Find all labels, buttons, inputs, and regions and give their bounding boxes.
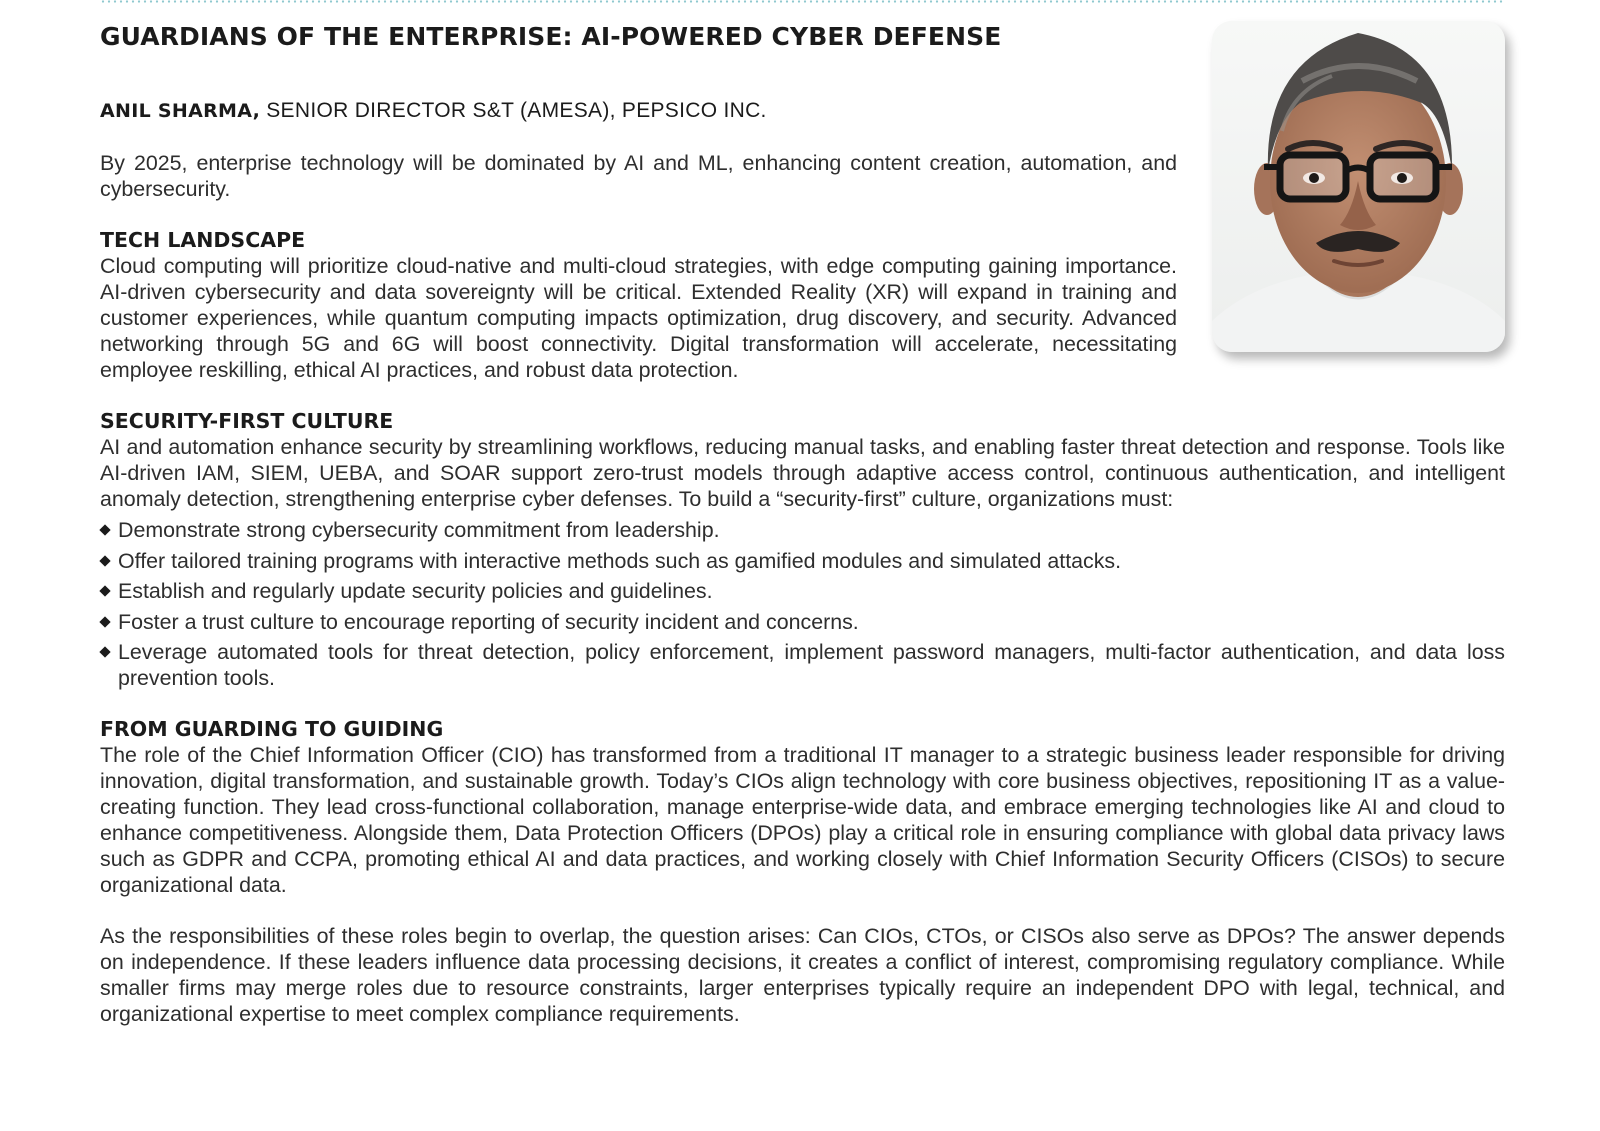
bullet-list xyxy=(100,517,1505,691)
section-heading: TECH LANDSCAPE xyxy=(100,228,306,252)
section-heading: FROM GUARDING TO GUIDING xyxy=(100,717,444,741)
intro-paragraph: By 2025, enterprise technology will be dominated by AI and ML, enhancing content creation, automation, and cybersecurity. xyxy=(100,151,1177,201)
section-body: Cloud computing will prioritize cloud-native and multi-cloud strategies, with edge computing gaining importance. AI-driven cybersecurity and data sovereignty will be critical. Extended Reality (XR) will expand in training and customer experiences, while quantum computing impacts optimization, drug discovery, and security. Advanced networking through 5G and 6G will boost connectivity. Digital transformation will accelerate, necessitating employee reskilling, ethical AI practices, and robust data protection. xyxy=(100,254,1177,382)
section-security-first-culture xyxy=(100,408,1505,691)
diamond-bullet-icon xyxy=(99,646,110,657)
section-guarding-to-guiding xyxy=(100,716,1505,1027)
section-heading: SECURITY-FIRST CULTURE xyxy=(100,409,394,433)
list-item xyxy=(100,517,1505,543)
list-item xyxy=(100,609,1505,635)
list-item-text: Leverage automated tools for threat detection, policy enforcement, implement password managers, multi-factor authentication, and data loss prevention tools. xyxy=(118,640,1505,690)
author-byline xyxy=(100,98,1505,124)
list-item xyxy=(100,548,1505,574)
section-body: The role of the Chief Information Officer (CIO) has transformed from a traditional IT manager to a strategic business leader responsible for driving innovation, digital transformation, and sustainable growth. Today’s CIOs align technology with core business objectives, repositioning IT as a value-creating function. They lead cross-functional collaboration, manage enterprise-wide data, and embrace emerging technologies like AI and cloud to enhance competitiveness. Alongside them, Data Protection Officers (DPOs) play a critical role in ensuring compliance with global data privacy laws such as GDPR and CCPA, promoting ethical AI and data practices, and working closely with Chief Information Security Officers (CISOs) to secure organizational data. xyxy=(100,743,1505,897)
section-tech-landscape xyxy=(100,227,1177,383)
diamond-bullet-icon xyxy=(99,616,110,627)
intro-block xyxy=(100,150,1177,202)
list-item xyxy=(100,578,1505,604)
diamond-bullet-icon xyxy=(99,524,110,535)
list-item-text: Demonstrate strong cybersecurity commitment from leadership. xyxy=(118,518,720,542)
author-role: SENIOR DIRECTOR S&T (AMESA), PEPSICO INC. xyxy=(266,99,767,122)
section-body-continued: As the responsibilities of these roles begin to overlap, the question arises: Can CIOs, CTOs, or CISOs also serve as DPOs? The answer depends on independence. If these leaders influence data processing decisions, it creates a conflict of interest, compromising regulatory compliance. While smaller firms may merge roles due to resource constraints, larger enterprises typically require an independent DPO with legal, technical, and organizational expertise to meet complex compliance requirements. xyxy=(100,924,1505,1026)
list-item-text: Offer tailored training programs with interactive methods such as gamified modules and simulated attacks. xyxy=(118,548,1122,573)
diamond-bullet-icon xyxy=(99,585,110,596)
author-name: ANIL SHARMA, xyxy=(100,100,261,122)
section-body: AI and automation enhance security by streamlining workflows, reducing manual tasks, and enabling faster threat detection and response. Tools like AI-driven IAM, SIEM, UEBA, and SOAR support zero-trust models through adaptive access control, continuous authentication, and intelligent anomaly detection, strengthening enterprise cyber defenses. To build a “security-first” culture, organizations must: xyxy=(100,435,1505,511)
list-item xyxy=(100,639,1505,691)
article-title: GUARDIANS OF THE ENTERPRISE: AI-POWERED CYBER DEFENSE xyxy=(100,22,1002,51)
diamond-bullet-icon xyxy=(99,555,110,566)
list-item-text: Foster a trust culture to encourage reporting of security incident and concerns. xyxy=(118,609,859,634)
top-dotted-rule xyxy=(100,0,1505,3)
list-item-text: Establish and regularly update security policies and guidelines. xyxy=(118,579,713,603)
article xyxy=(100,20,1505,1027)
